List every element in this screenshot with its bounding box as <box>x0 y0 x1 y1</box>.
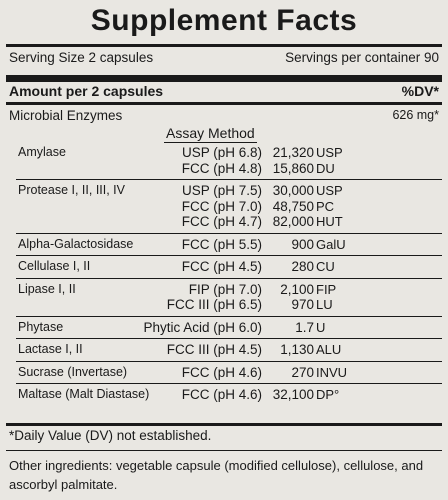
enzyme-name: Protease I, II, III, IV <box>18 183 125 197</box>
enzyme-name: Alpha-Galactosidase <box>18 236 134 251</box>
amount-header-row <box>9 83 439 99</box>
activity-value: 970 <box>291 297 314 312</box>
row-divider <box>16 338 442 339</box>
activity-unit: LU <box>316 297 333 312</box>
activity-value: 21,320 <box>272 145 314 160</box>
row-divider <box>16 278 442 279</box>
activity-unit: FIP <box>316 281 337 297</box>
enzyme-name: Lipase I, II <box>18 281 76 296</box>
amount-header: Amount per 2 capsules <box>9 83 164 99</box>
assay-method: FCC (pH 4.6) <box>181 387 262 402</box>
assay-method: FCC III (pH 6.5) <box>166 297 262 312</box>
assay-method: FCC (pH 4.7) <box>181 214 262 229</box>
title-rule <box>6 44 442 47</box>
assay-method: USP (pH 7.5) <box>181 183 262 198</box>
row-divider <box>16 233 442 234</box>
assay-method: FCC (pH 4.8) <box>181 160 262 176</box>
assay-method: FCC (pH 4.6) <box>181 364 262 380</box>
activity-unit: U <box>316 319 326 335</box>
assay-method: USP (pH 6.8) <box>181 145 262 160</box>
enzyme-name: Sucrase (Invertase) <box>18 364 128 379</box>
assay-method: FCC (pH 4.5) <box>181 259 262 274</box>
blend-name: Microbial Enzymes <box>9 108 123 123</box>
row-divider <box>16 316 442 317</box>
dv-header: %DV* <box>401 83 439 99</box>
enzyme-name: Phytase <box>18 319 64 334</box>
activity-value: 900 <box>291 236 314 252</box>
supplement-facts-panel <box>6 0 442 500</box>
amount-rule <box>6 102 442 105</box>
other-rule <box>6 450 442 451</box>
serving-info <box>9 50 439 65</box>
activity-value: 32,100 <box>272 387 314 402</box>
activity-unit: DU <box>316 160 335 176</box>
activity-unit: USP <box>316 145 343 160</box>
enzyme-name: Lactase I, II <box>18 342 83 356</box>
activity-value: 48,750 <box>272 198 314 214</box>
activity-value: 15,860 <box>272 160 314 176</box>
serving-rule <box>6 75 442 82</box>
assay-method: Phytic Acid (pH 6.0) <box>143 319 262 335</box>
assay-method: FCC (pH 7.0) <box>181 198 262 214</box>
activity-unit: PC <box>316 198 335 214</box>
row-divider <box>16 179 442 180</box>
assay-method-header: Assay Method <box>166 125 255 141</box>
activity-unit: HUT <box>316 214 343 229</box>
activity-value: 2,100 <box>280 281 314 297</box>
dv-footnote: *Daily Value (DV) not established. <box>9 428 212 443</box>
row-divider <box>16 361 442 362</box>
activity-value: 82,000 <box>272 214 314 229</box>
activity-value: 30,000 <box>272 183 314 198</box>
blend-amount: 626 mg* <box>392 108 439 122</box>
row-divider <box>16 383 442 384</box>
servings-per-container: Servings per container 90 <box>285 50 439 65</box>
activity-unit: GalU <box>316 236 346 252</box>
enzyme-name: Cellulase I, II <box>18 259 91 273</box>
assay-method: FIP (pH 7.0) <box>188 281 262 297</box>
enzyme-name: Maltase (Malt Diastase) <box>18 387 150 401</box>
activity-value: 270 <box>291 364 314 380</box>
activity-unit: USP <box>316 183 343 198</box>
enzyme-name: Amylase <box>18 145 66 159</box>
assay-method: FCC III (pH 4.5) <box>166 342 262 357</box>
assay-method: FCC (pH 5.5) <box>181 236 262 252</box>
activity-unit: CU <box>316 259 335 274</box>
activity-value: 280 <box>291 259 314 274</box>
row-divider <box>16 255 442 256</box>
blend-row <box>9 108 439 123</box>
serving-size: Serving Size 2 capsules <box>9 50 154 65</box>
panel-title: Supplement Facts <box>90 4 358 37</box>
activity-value: 1.7 <box>295 319 314 335</box>
activity-unit: DP° <box>316 387 340 402</box>
other-ingredients: Other ingredients: vegetable capsule (modified cellulose), cellulose, and ascorbyl palmitate. <box>9 458 424 492</box>
activity-unit: INVU <box>316 364 348 380</box>
activity-value: 1,130 <box>280 342 314 357</box>
activity-unit: ALU <box>316 342 342 357</box>
footer-rule <box>6 423 442 426</box>
